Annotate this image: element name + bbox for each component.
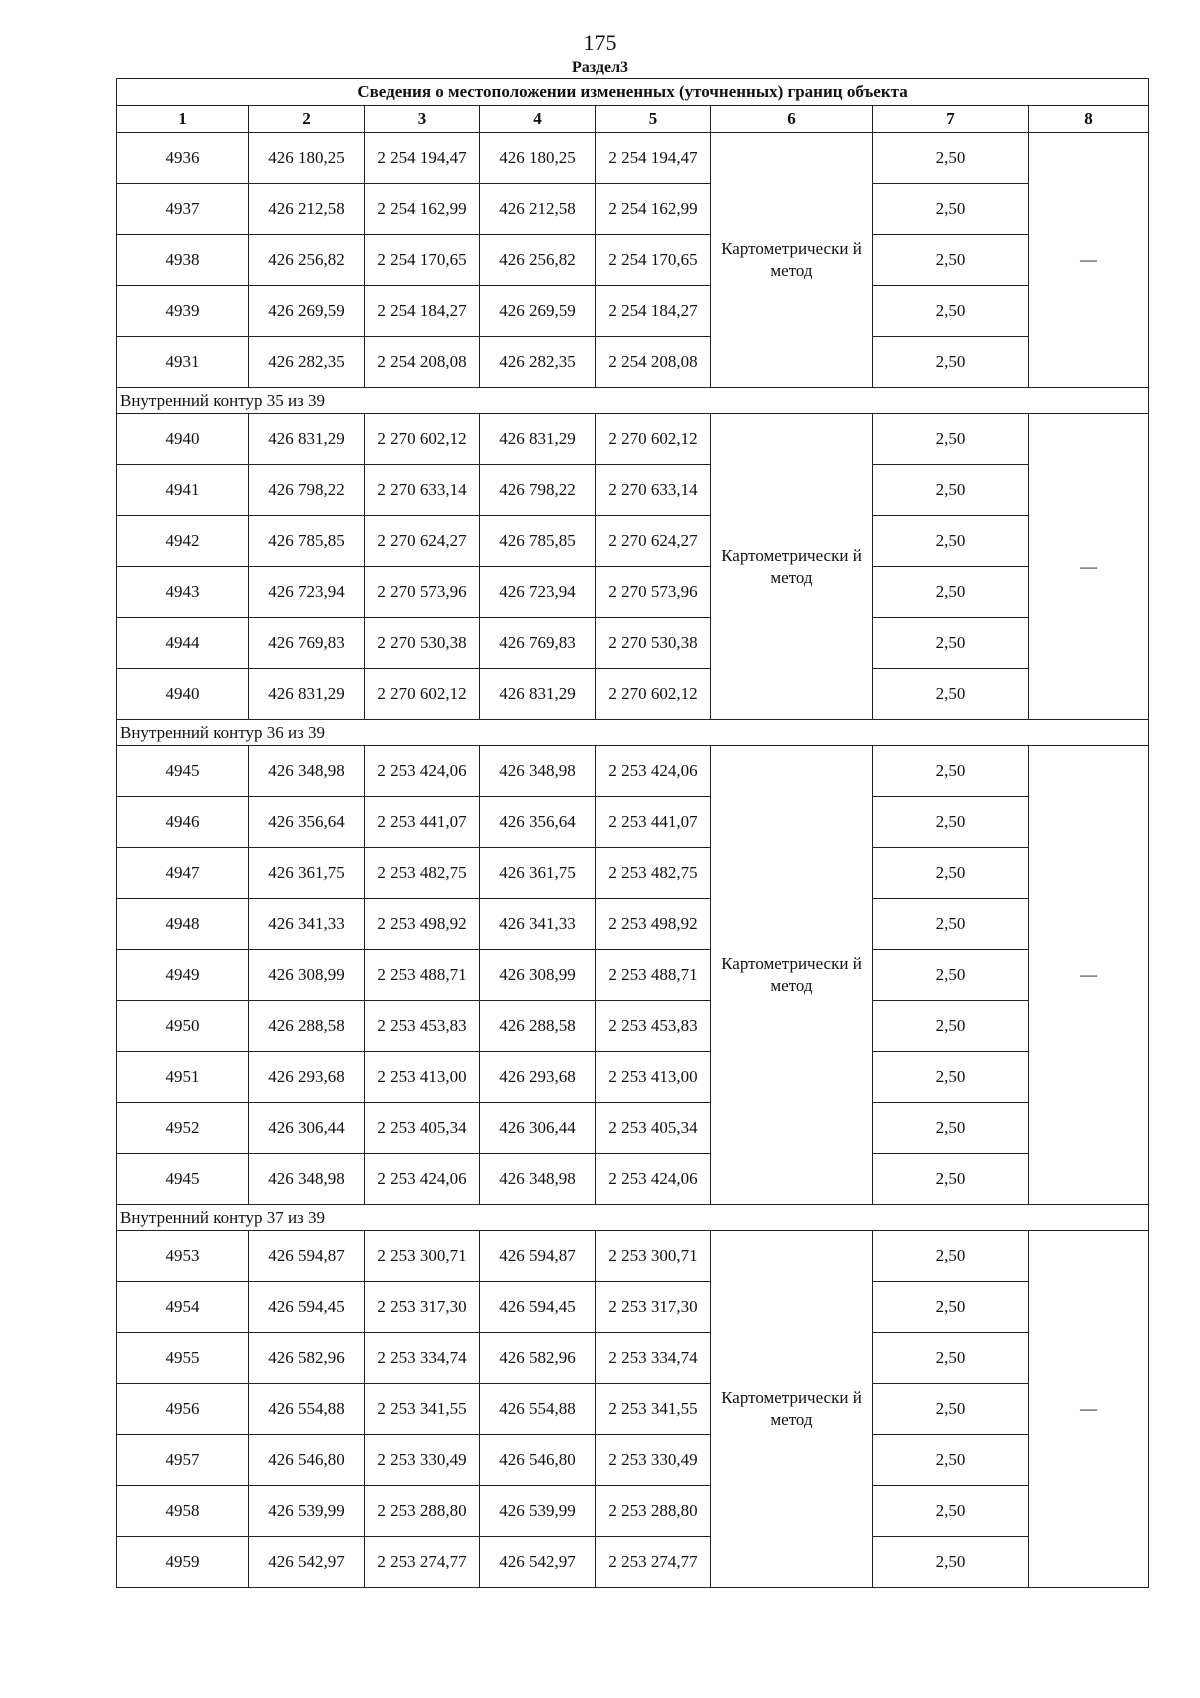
accuracy-cell: 2,50 (873, 235, 1029, 286)
x-new-cell: 426 594,87 (480, 1231, 596, 1282)
x-new-cell: 426 798,22 (480, 465, 596, 516)
y-new-cell: 2 253 341,55 (596, 1384, 711, 1435)
y-old-cell: 2 270 624,27 (365, 516, 480, 567)
column-number: 7 (873, 106, 1029, 133)
y-old-cell: 2 253 330,49 (365, 1435, 480, 1486)
point-number-cell: 4955 (117, 1333, 249, 1384)
table-row (117, 848, 1149, 899)
x-old-cell: 426 594,87 (249, 1231, 365, 1282)
point-number-cell: 4938 (117, 235, 249, 286)
table-row (117, 414, 1149, 465)
point-number-cell: 4939 (117, 286, 249, 337)
x-old-cell: 426 180,25 (249, 133, 365, 184)
x-old-cell: 426 288,58 (249, 1001, 365, 1052)
x-new-cell: 426 542,97 (480, 1537, 596, 1588)
accuracy-cell: 2,50 (873, 848, 1029, 899)
point-number-cell: 4944 (117, 618, 249, 669)
y-old-cell: 2 253 424,06 (365, 1154, 480, 1205)
table-row (117, 669, 1149, 720)
table-row (117, 1384, 1149, 1435)
y-old-cell: 2 254 208,08 (365, 337, 480, 388)
x-new-cell: 426 554,88 (480, 1384, 596, 1435)
x-new-cell: 426 361,75 (480, 848, 596, 899)
point-number-cell: 4941 (117, 465, 249, 516)
accuracy-cell: 2,50 (873, 1486, 1029, 1537)
boundary-coordinates-table (116, 78, 1149, 1588)
y-old-cell: 2 253 317,30 (365, 1282, 480, 1333)
point-number-cell: 4953 (117, 1231, 249, 1282)
x-old-cell: 426 546,80 (249, 1435, 365, 1486)
y-new-cell: 2 270 573,96 (596, 567, 711, 618)
table-row (117, 516, 1149, 567)
y-new-cell: 2 254 184,27 (596, 286, 711, 337)
table-row (117, 337, 1149, 388)
x-new-cell: 426 348,98 (480, 1154, 596, 1205)
x-new-cell: 426 539,99 (480, 1486, 596, 1537)
accuracy-cell: 2,50 (873, 797, 1029, 848)
point-number-cell: 4946 (117, 797, 249, 848)
column-number: 3 (365, 106, 480, 133)
y-new-cell: 2 253 413,00 (596, 1052, 711, 1103)
accuracy-cell: 2,50 (873, 669, 1029, 720)
table-caption-row (117, 79, 1149, 106)
x-new-cell: 426 348,98 (480, 746, 596, 797)
point-number-cell: 4949 (117, 950, 249, 1001)
x-old-cell: 426 348,98 (249, 1154, 365, 1205)
x-new-cell: 426 288,58 (480, 1001, 596, 1052)
note-cell: — (1029, 133, 1149, 388)
accuracy-cell: 2,50 (873, 1052, 1029, 1103)
x-new-cell: 426 723,94 (480, 567, 596, 618)
x-old-cell: 426 306,44 (249, 1103, 365, 1154)
method-cell: Картометрически й метод (711, 746, 873, 1205)
point-number-cell: 4931 (117, 337, 249, 388)
y-new-cell: 2 253 441,07 (596, 797, 711, 848)
y-old-cell: 2 253 482,75 (365, 848, 480, 899)
x-old-cell: 426 361,75 (249, 848, 365, 899)
y-old-cell: 2 270 602,12 (365, 414, 480, 465)
table-caption: Сведения о местоположении измененных (уточненных) границ объекта (117, 79, 1149, 106)
x-old-cell: 426 785,85 (249, 516, 365, 567)
table-row (117, 1333, 1149, 1384)
y-old-cell: 2 254 170,65 (365, 235, 480, 286)
table-row (117, 1435, 1149, 1486)
y-old-cell: 2 253 453,83 (365, 1001, 480, 1052)
y-old-cell: 2 270 602,12 (365, 669, 480, 720)
point-number-cell: 4956 (117, 1384, 249, 1435)
y-old-cell: 2 253 288,80 (365, 1486, 480, 1537)
note-cell: — (1029, 1231, 1149, 1588)
accuracy-cell: 2,50 (873, 337, 1029, 388)
accuracy-cell: 2,50 (873, 1282, 1029, 1333)
y-old-cell: 2 270 573,96 (365, 567, 480, 618)
y-old-cell: 2 253 488,71 (365, 950, 480, 1001)
column-number-row (117, 106, 1149, 133)
accuracy-cell: 2,50 (873, 1103, 1029, 1154)
accuracy-cell: 2,50 (873, 286, 1029, 337)
x-old-cell: 426 356,64 (249, 797, 365, 848)
y-old-cell: 2 270 530,38 (365, 618, 480, 669)
y-new-cell: 2 253 488,71 (596, 950, 711, 1001)
x-old-cell: 426 594,45 (249, 1282, 365, 1333)
contour-label-row (117, 388, 1149, 414)
y-old-cell: 2 254 194,47 (365, 133, 480, 184)
accuracy-cell: 2,50 (873, 1384, 1029, 1435)
x-new-cell: 426 212,58 (480, 184, 596, 235)
y-old-cell: 2 253 413,00 (365, 1052, 480, 1103)
point-number-cell: 4940 (117, 669, 249, 720)
point-number-cell: 4950 (117, 1001, 249, 1052)
point-number-cell: 4951 (117, 1052, 249, 1103)
point-number-cell: 4947 (117, 848, 249, 899)
accuracy-cell: 2,50 (873, 618, 1029, 669)
y-new-cell: 2 270 602,12 (596, 414, 711, 465)
y-new-cell: 2 254 170,65 (596, 235, 711, 286)
x-new-cell: 426 308,99 (480, 950, 596, 1001)
method-cell: Картометрически й метод (711, 133, 873, 388)
x-old-cell: 426 341,33 (249, 899, 365, 950)
y-new-cell: 2 254 208,08 (596, 337, 711, 388)
table-row (117, 618, 1149, 669)
point-number-cell: 4954 (117, 1282, 249, 1333)
point-number-cell: 4942 (117, 516, 249, 567)
column-number: 5 (596, 106, 711, 133)
x-old-cell: 426 831,29 (249, 414, 365, 465)
y-new-cell: 2 253 300,71 (596, 1231, 711, 1282)
accuracy-cell: 2,50 (873, 950, 1029, 1001)
note-cell: — (1029, 414, 1149, 720)
x-new-cell: 426 269,59 (480, 286, 596, 337)
point-number-cell: 4945 (117, 746, 249, 797)
accuracy-cell: 2,50 (873, 516, 1029, 567)
table-row (117, 899, 1149, 950)
y-old-cell: 2 253 405,34 (365, 1103, 480, 1154)
y-old-cell: 2 253 498,92 (365, 899, 480, 950)
x-new-cell: 426 356,64 (480, 797, 596, 848)
method-cell: Картометрически й метод (711, 1231, 873, 1588)
point-number-cell: 4959 (117, 1537, 249, 1588)
y-new-cell: 2 270 624,27 (596, 516, 711, 567)
x-old-cell: 426 308,99 (249, 950, 365, 1001)
y-new-cell: 2 253 334,74 (596, 1333, 711, 1384)
x-old-cell: 426 769,83 (249, 618, 365, 669)
accuracy-cell: 2,50 (873, 1333, 1029, 1384)
contour-label: Внутренний контур 37 из 39 (117, 1205, 1149, 1231)
x-old-cell: 426 723,94 (249, 567, 365, 618)
column-number: 2 (249, 106, 365, 133)
point-number-cell: 4943 (117, 567, 249, 618)
x-new-cell: 426 546,80 (480, 1435, 596, 1486)
x-old-cell: 426 582,96 (249, 1333, 365, 1384)
y-old-cell: 2 254 184,27 (365, 286, 480, 337)
x-old-cell: 426 831,29 (249, 669, 365, 720)
note-cell: — (1029, 746, 1149, 1205)
x-new-cell: 426 769,83 (480, 618, 596, 669)
table-row (117, 567, 1149, 618)
y-old-cell: 2 253 424,06 (365, 746, 480, 797)
accuracy-cell: 2,50 (873, 1001, 1029, 1052)
y-old-cell: 2 253 300,71 (365, 1231, 480, 1282)
x-old-cell: 426 212,58 (249, 184, 365, 235)
y-new-cell: 2 254 194,47 (596, 133, 711, 184)
y-new-cell: 2 270 530,38 (596, 618, 711, 669)
y-old-cell: 2 254 162,99 (365, 184, 480, 235)
table-row (117, 133, 1149, 184)
column-number: 8 (1029, 106, 1149, 133)
y-new-cell: 2 253 482,75 (596, 848, 711, 899)
y-new-cell: 2 253 453,83 (596, 1001, 711, 1052)
y-new-cell: 2 253 274,77 (596, 1537, 711, 1588)
point-number-cell: 4940 (117, 414, 249, 465)
x-old-cell: 426 539,99 (249, 1486, 365, 1537)
table-row (117, 184, 1149, 235)
x-new-cell: 426 293,68 (480, 1052, 596, 1103)
y-new-cell: 2 253 288,80 (596, 1486, 711, 1537)
y-new-cell: 2 253 317,30 (596, 1282, 711, 1333)
y-old-cell: 2 270 633,14 (365, 465, 480, 516)
accuracy-cell: 2,50 (873, 133, 1029, 184)
accuracy-cell: 2,50 (873, 1154, 1029, 1205)
x-new-cell: 426 831,29 (480, 669, 596, 720)
table-row (117, 1537, 1149, 1588)
point-number-cell: 4957 (117, 1435, 249, 1486)
y-old-cell: 2 253 441,07 (365, 797, 480, 848)
x-new-cell: 426 282,35 (480, 337, 596, 388)
method-cell: Картометрически й метод (711, 414, 873, 720)
x-old-cell: 426 282,35 (249, 337, 365, 388)
point-number-cell: 4945 (117, 1154, 249, 1205)
accuracy-cell: 2,50 (873, 746, 1029, 797)
column-number: 1 (117, 106, 249, 133)
accuracy-cell: 2,50 (873, 1435, 1029, 1486)
table-row (117, 1001, 1149, 1052)
section-title: Раздел3 (571, 59, 629, 76)
column-number: 4 (480, 106, 596, 133)
x-new-cell: 426 256,82 (480, 235, 596, 286)
y-new-cell: 2 253 424,06 (596, 1154, 711, 1205)
x-new-cell: 426 341,33 (480, 899, 596, 950)
x-new-cell: 426 594,45 (480, 1282, 596, 1333)
point-number-cell: 4936 (117, 133, 249, 184)
table-row (117, 1103, 1149, 1154)
point-number-cell: 4937 (117, 184, 249, 235)
x-new-cell: 426 785,85 (480, 516, 596, 567)
y-old-cell: 2 253 274,77 (365, 1537, 480, 1588)
point-number-cell: 4958 (117, 1486, 249, 1537)
accuracy-cell: 2,50 (873, 899, 1029, 950)
table-row (117, 235, 1149, 286)
table-body (117, 133, 1149, 1588)
point-number-cell: 4952 (117, 1103, 249, 1154)
column-number: 6 (711, 106, 873, 133)
x-new-cell: 426 306,44 (480, 1103, 596, 1154)
x-old-cell: 426 348,98 (249, 746, 365, 797)
y-new-cell: 2 270 633,14 (596, 465, 711, 516)
table-row (117, 797, 1149, 848)
x-old-cell: 426 798,22 (249, 465, 365, 516)
table-row (117, 286, 1149, 337)
accuracy-cell: 2,50 (873, 465, 1029, 516)
contour-label-row (117, 1205, 1149, 1231)
table-row (117, 465, 1149, 516)
table-row (117, 1052, 1149, 1103)
page-number: 175 (583, 30, 617, 55)
table-row (117, 950, 1149, 1001)
x-new-cell: 426 831,29 (480, 414, 596, 465)
table-row (117, 1486, 1149, 1537)
y-new-cell: 2 270 602,12 (596, 669, 711, 720)
contour-label-row (117, 720, 1149, 746)
table-row (117, 1154, 1149, 1205)
table-row (117, 1231, 1149, 1282)
x-old-cell: 426 554,88 (249, 1384, 365, 1435)
x-old-cell: 426 269,59 (249, 286, 365, 337)
table-row (117, 1282, 1149, 1333)
x-old-cell: 426 542,97 (249, 1537, 365, 1588)
y-new-cell: 2 253 330,49 (596, 1435, 711, 1486)
contour-label: Внутренний контур 35 из 39 (117, 388, 1149, 414)
x-new-cell: 426 180,25 (480, 133, 596, 184)
x-old-cell: 426 293,68 (249, 1052, 365, 1103)
point-number-cell: 4948 (117, 899, 249, 950)
accuracy-cell: 2,50 (873, 414, 1029, 465)
y-new-cell: 2 253 424,06 (596, 746, 711, 797)
y-new-cell: 2 253 405,34 (596, 1103, 711, 1154)
y-old-cell: 2 253 341,55 (365, 1384, 480, 1435)
contour-label: Внутренний контур 36 из 39 (117, 720, 1149, 746)
accuracy-cell: 2,50 (873, 1537, 1029, 1588)
y-old-cell: 2 253 334,74 (365, 1333, 480, 1384)
x-new-cell: 426 582,96 (480, 1333, 596, 1384)
accuracy-cell: 2,50 (873, 1231, 1029, 1282)
accuracy-cell: 2,50 (873, 184, 1029, 235)
y-new-cell: 2 253 498,92 (596, 899, 711, 950)
accuracy-cell: 2,50 (873, 567, 1029, 618)
x-old-cell: 426 256,82 (249, 235, 365, 286)
y-new-cell: 2 254 162,99 (596, 184, 711, 235)
table-row (117, 746, 1149, 797)
